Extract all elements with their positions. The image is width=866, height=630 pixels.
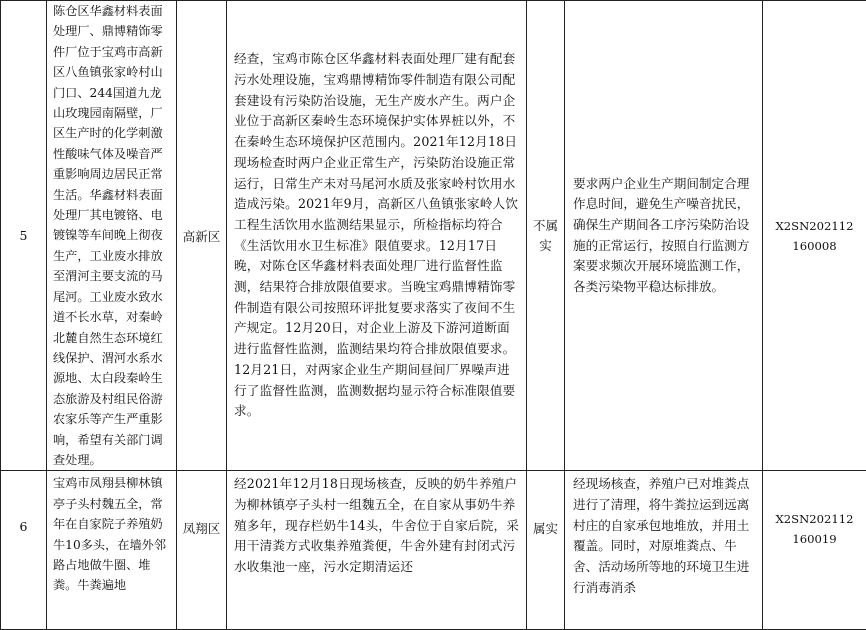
row-number: 6 — [1, 471, 47, 630]
table-row — [1, 1, 866, 471]
complaint-text: 宝鸡市凤翔县柳林镇亭子头村魏五全，常年在自家院子养殖奶牛10多头，在墙外邻路占地做牛圈、堆粪。牛粪遍地 — [53, 473, 172, 595]
district: 凤翔区 — [177, 471, 227, 630]
case-code: X2SN202112160019 — [775, 509, 855, 549]
complaint-text: 陈仓区华鑫材料表面处理厂、鼎博精饰零件厂位于宝鸡市高新区八鱼镇张家岭村山门口、244国道九龙山玫瑰园南隔壁，厂区生产时的化学刺激性酸味气体及噪音严重影响周边居民正常生活。华鑫材料表面处理厂其电镀铬、电镀镍等车间晚上彻夜生产，工业废水排放至渭河主要支流的马尾河。工业废水致水道不长水草，对秦岭北麓自然生态环境红线保护、渭河水系水源地、太白段秦岭生态旅游及村组民俗游农家乐等产生严重影响，希望有关部门调查处理。 — [53, 1, 172, 470]
verification-result: 属实 — [532, 519, 560, 539]
rectification-measures: 经现场核查，养殖户已对堆粪点进行了清理，将牛粪拉运到远离村庄的自家承包地堆放，并用土覆盖。同时，对原堆粪点、牛舍、活动场所等地的环境卫生进行消毒消杀 — [573, 474, 756, 598]
district: 高新区 — [177, 1, 227, 471]
case-code: X2SN202112160008 — [775, 216, 855, 256]
table-row — [1, 471, 866, 630]
row-number: 5 — [1, 1, 47, 471]
rectification-measures: 要求两户企业生产期间制定合理作息时间，避免生产噪音扰民，确保生产期间各工序污染防治设施的正常运行，按照自行监测方案要求频次开展环境监测工作，各类污染物平稳达标排放。 — [573, 174, 756, 298]
investigation-findings: 经查，宝鸡市陈仓区华鑫材料表面处理厂建有配套污水处理设施，宝鸡鼎博精饰零件制造有限公司配套建设有污染防治设施，无生产废水产生。两户企业位于高新区秦岭生态环境保护实体界桩以外，不在秦岭生态环境保护区范围内。2021年12月18日现场检查时两户企业正常生产，污染防治设施正常运行，日常生产未对马尾河水质及张家岭村饮用水造成污染。2021年9月，高新区八鱼镇张家岭人饮工程生活饮用水监测结果显示，所检指标均符合《生活饮用水卫生标准》限值要求。12月17日晚，对陈仓区华鑫材料表面处理厂进行监督性监测，结果符合排放限值要求。当晚宝鸡鼎博精饰零件制造有限公司按照环评批复要求落实了夜间不生产规定。12月20日，对企业上游及下游河道断面进行监督性监测，监测结果均符合排放限值要求。12月21日，对两家企业生产期间昼间厂界噪声进行了监督性监测，监测数据均显示符合标准限值要求。 — [234, 49, 520, 422]
investigation-findings: 经2021年12月18日现场核查，反映的奶牛养殖户为柳林镇亭子头村一组魏五全，在自家从事奶牛养殖多年，现存栏奶牛14头，牛舍位于自家后院，采用干清粪方式收集养殖粪便，牛舍外建有封闭式污水收集池一座，污水定期清运还 — [234, 474, 520, 578]
verification-result: 不属实 — [532, 216, 560, 256]
